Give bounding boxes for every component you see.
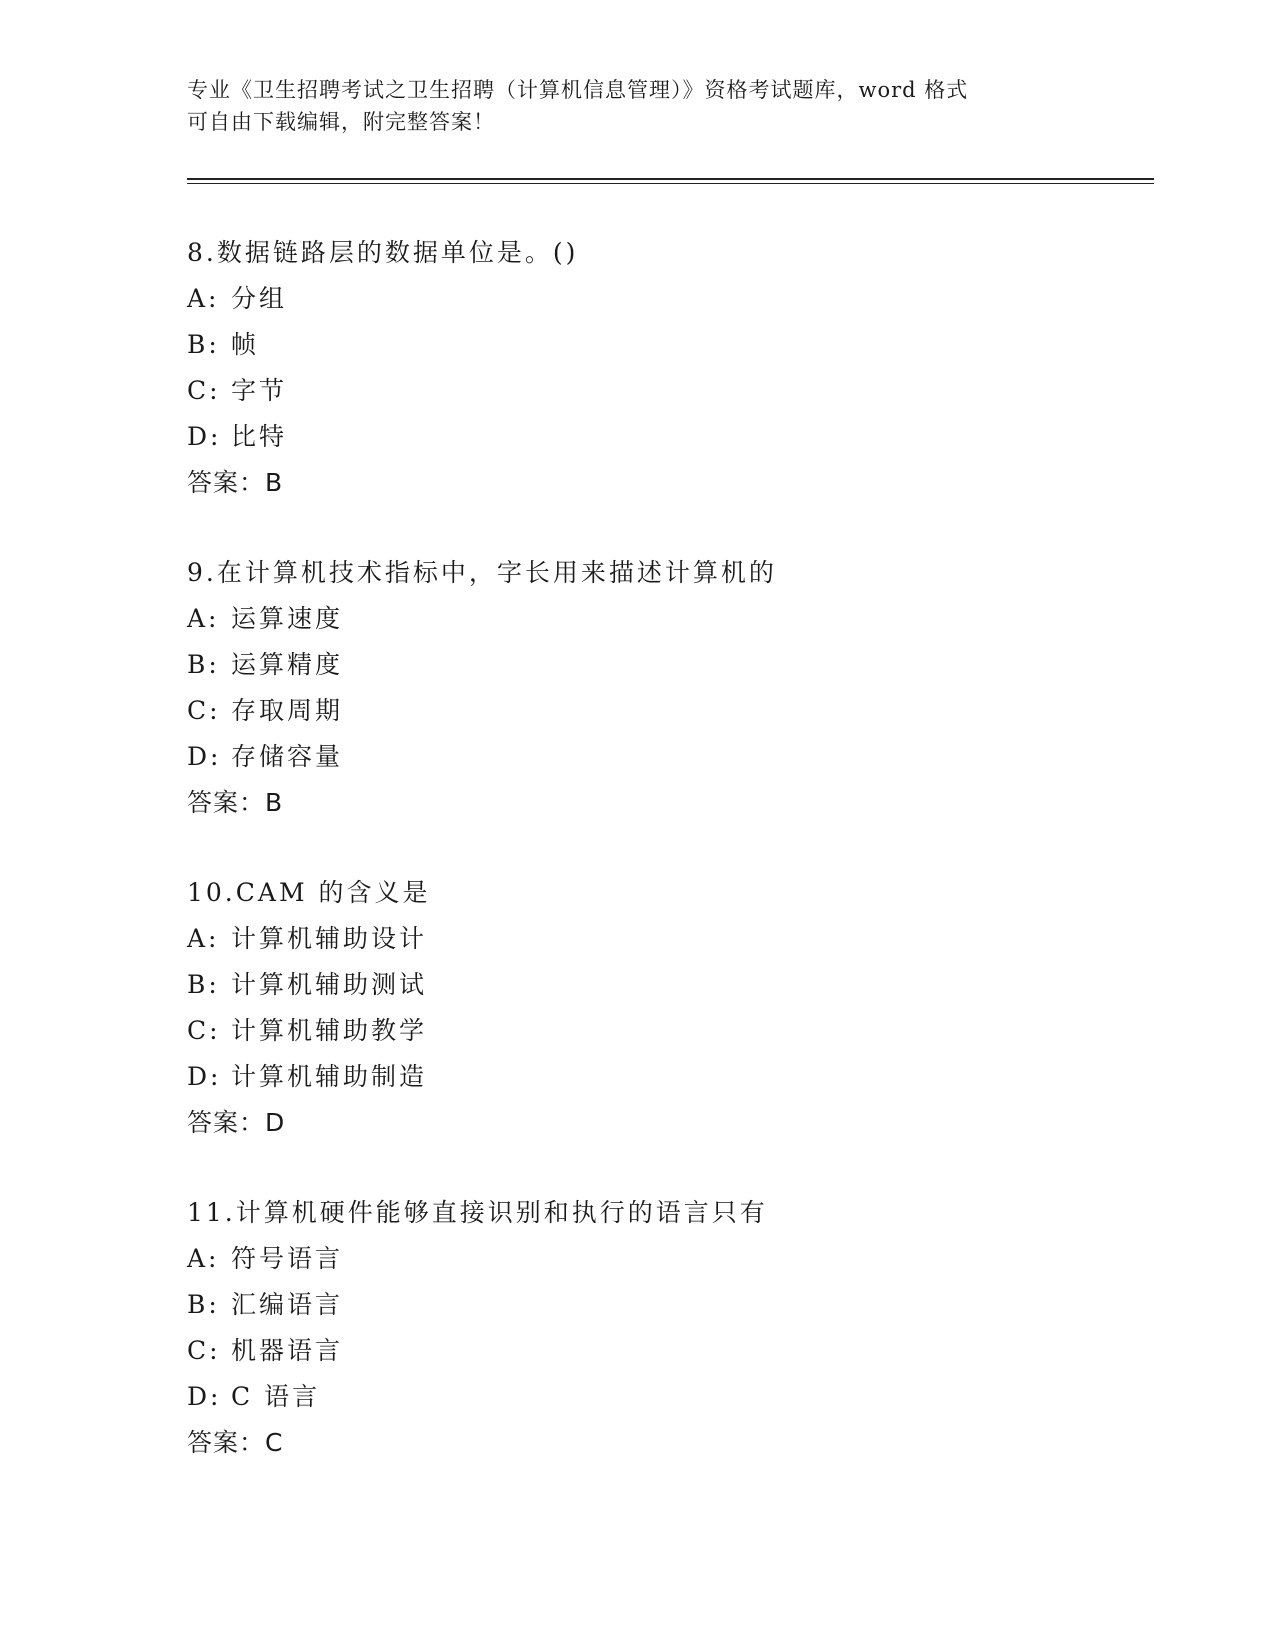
option-text: 计算机辅助测试 — [231, 970, 428, 999]
option-a — [187, 276, 1087, 322]
option-key: C: — [187, 1336, 221, 1365]
option-c — [187, 368, 1087, 414]
header-divider — [187, 178, 1154, 180]
option-text: 存取周期 — [231, 696, 344, 725]
option-text: 运算速度 — [231, 604, 344, 633]
question-10 — [187, 870, 1087, 1146]
header-line-2: 可自由下载编辑，附完整答案！ — [187, 110, 495, 134]
option-d — [187, 1054, 1087, 1100]
question-9 — [187, 550, 1087, 826]
option-key: C: — [187, 376, 221, 405]
option-b — [187, 642, 1087, 688]
option-d — [187, 734, 1087, 780]
answer-line: 答案：C — [187, 1428, 284, 1457]
answer-line: 答案：B — [187, 468, 284, 497]
option-key: B: — [187, 970, 220, 999]
answer-line: 答案：D — [187, 1108, 286, 1137]
option-key: A: — [187, 604, 220, 633]
option-b — [187, 1282, 1087, 1328]
question-stem: 8.数据链路层的数据单位是。() — [187, 238, 579, 267]
option-c — [187, 688, 1087, 734]
option-c — [187, 1008, 1087, 1054]
option-text: 比特 — [231, 422, 288, 451]
document-header — [187, 74, 1087, 138]
question-stem: 10.CAM 的含义是 — [187, 878, 431, 907]
option-a — [187, 1236, 1087, 1282]
option-text: 字节 — [231, 376, 288, 405]
option-text: 机器语言 — [231, 1336, 344, 1365]
question-stem: 11.计算机硬件能够直接识别和执行的语言只有 — [187, 1198, 768, 1227]
option-a — [187, 596, 1087, 642]
option-key: B: — [187, 1290, 220, 1319]
option-text: 计算机辅助制造 — [231, 1062, 428, 1091]
option-key: A: — [187, 284, 220, 313]
option-key: C: — [187, 696, 221, 725]
option-b — [187, 322, 1087, 368]
option-key: A: — [187, 924, 220, 953]
option-text: 计算机辅助教学 — [231, 1016, 428, 1045]
option-text: 帧 — [231, 330, 260, 359]
option-key: D: — [187, 1062, 222, 1091]
option-a — [187, 916, 1087, 962]
question-11 — [187, 1190, 1087, 1466]
header-divider-thin — [187, 183, 1154, 184]
option-b — [187, 962, 1087, 1008]
answer-line: 答案：B — [187, 788, 284, 817]
option-key: B: — [187, 650, 220, 679]
option-text: 汇编语言 — [231, 1290, 344, 1319]
option-text: 计算机辅助设计 — [231, 924, 428, 953]
option-text: 存储容量 — [231, 742, 344, 771]
option-text: 符号语言 — [231, 1244, 344, 1273]
option-key: B: — [187, 330, 220, 359]
header-line-1: 专业《卫生招聘考试之卫生招聘（计算机信息管理）》资格考试题库，word 格式 — [187, 78, 969, 102]
option-key: A: — [187, 1244, 220, 1273]
option-d — [187, 1374, 1087, 1420]
option-text: C 语言 — [231, 1382, 321, 1411]
option-key: D: — [187, 1382, 222, 1411]
option-text: 运算精度 — [231, 650, 344, 679]
option-key: C: — [187, 1016, 221, 1045]
option-key: D: — [187, 422, 222, 451]
option-d — [187, 414, 1087, 460]
question-8 — [187, 230, 1087, 506]
question-stem: 9.在计算机技术指标中，字长用来描述计算机的 — [187, 558, 777, 587]
option-c — [187, 1328, 1087, 1374]
option-key: D: — [187, 742, 222, 771]
option-text: 分组 — [231, 284, 288, 313]
